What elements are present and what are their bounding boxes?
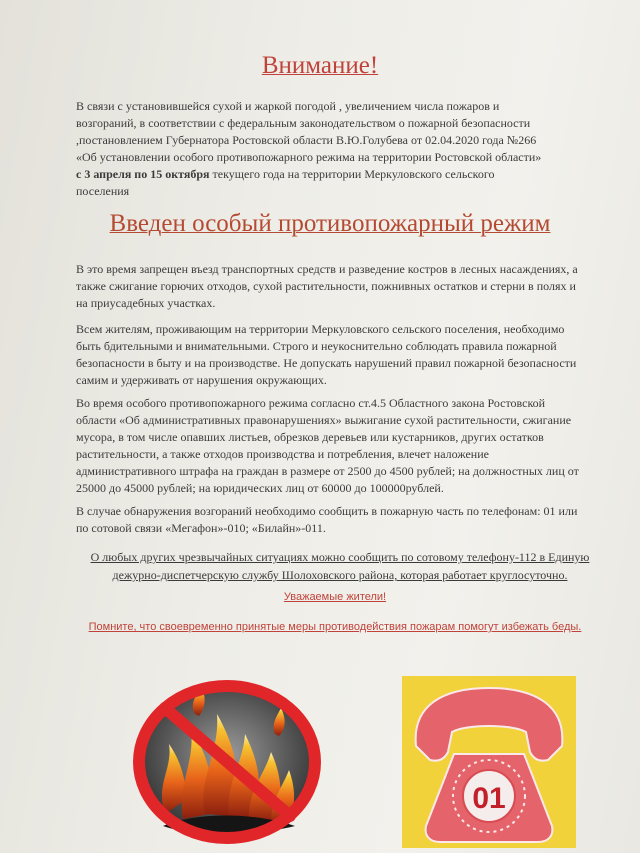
text-line: безопасности в быту и на производстве. Не допускать нарушений правил пожарной безопасности	[76, 356, 577, 370]
text-line: 25000 до 45000 рублей; на юридических лиц от 60000 до 100000рублей.	[76, 481, 444, 495]
emergency-info	[90, 548, 590, 584]
intro-paragraph	[76, 98, 596, 200]
text-line: О любых других чрезвычайных ситуациях можно сообщить по сотовому телефону-112 в Единую	[90, 550, 590, 564]
text-line: Всем жителям, проживающим на территории Меркуловского сельского поселения, необходимо	[76, 322, 565, 336]
text-line: Во время особого противопожарного режима согласно ст.4.5 Областного закона Ростовской	[76, 396, 546, 410]
text-line: самим и удерживать от нарушения окружающих.	[76, 373, 327, 387]
text-line: области «Об административных правонарушениях» выжигание сухой растительности, сжигание	[76, 413, 572, 427]
text-line: на приусадебных участках.	[76, 296, 216, 310]
text-line: В это время запрещен въезд транспортных средств и разведение костров в лесных насаждениях, а	[76, 262, 578, 276]
intro-tail: текущего года на территории Меркуловского сельского	[209, 167, 495, 181]
intro-line: ,постановлением Губернатора Ростовской области В.Ю.Голубева от 02.04.2020 года №266	[76, 133, 537, 147]
text-line: В случае обнаружения возгораний необходимо сообщить в пожарную часть по телефонам: 01 или	[76, 504, 578, 518]
intro-line: В связи с установившейся сухой и жаркой погодой , увеличением числа пожаров и	[76, 99, 500, 113]
intro-line	[76, 166, 596, 183]
paragraph-prohibitions	[76, 261, 596, 312]
text-line: дежурно-диспетчерскую службу Шолоховского района, которая работает круглосуточно.	[112, 568, 568, 582]
date-range: с 3 апреля по 15 октября	[76, 167, 210, 181]
intro-line: возгораний, в соответствии с федеральным законодательством о пожарной безопасности	[76, 116, 531, 130]
reminder-line: Помните, что своевременно принятые меры противодействия пожарам помогут избежать беды.	[88, 621, 582, 633]
text-line: также сжигание горючих отходов, сухой растительности, пожнивных остатков и стерни в полях и	[76, 279, 576, 293]
text-line: быть бдительными и внимательными. Строго и неукоснительно соблюдать правила пожарной	[76, 339, 557, 353]
telephone-icon	[402, 676, 576, 848]
notice-title: Внимание!	[261, 52, 379, 79]
text-line: административного штрафа на граждан в размере от 2500 до 4500 рублей; на должностных лиц от	[76, 464, 579, 478]
paragraph-residents	[76, 321, 596, 389]
paragraph-fines	[76, 395, 596, 497]
text-line: растительности, а также отходов производства и потребления, влечет наложение	[76, 447, 489, 461]
text-line: по сотовой связи «Мегафон»-010; «Билайн»-011.	[76, 521, 326, 535]
no-fire-icon	[125, 674, 330, 849]
intro-line: «Об установлении особого противопожарного режима на территории Ростовской области»	[76, 150, 542, 164]
intro-line: поселения	[76, 184, 130, 198]
headline: Введен особый противопожарный режим	[109, 210, 551, 237]
paragraph-phones	[76, 503, 596, 537]
phone-number-label: 01	[472, 782, 506, 815]
text-line: мусора, в том числе опавших листьев, обрезков деревьев или кустарников, других остатков	[76, 430, 544, 444]
residents-heading: Уважаемые жители!	[283, 591, 387, 603]
